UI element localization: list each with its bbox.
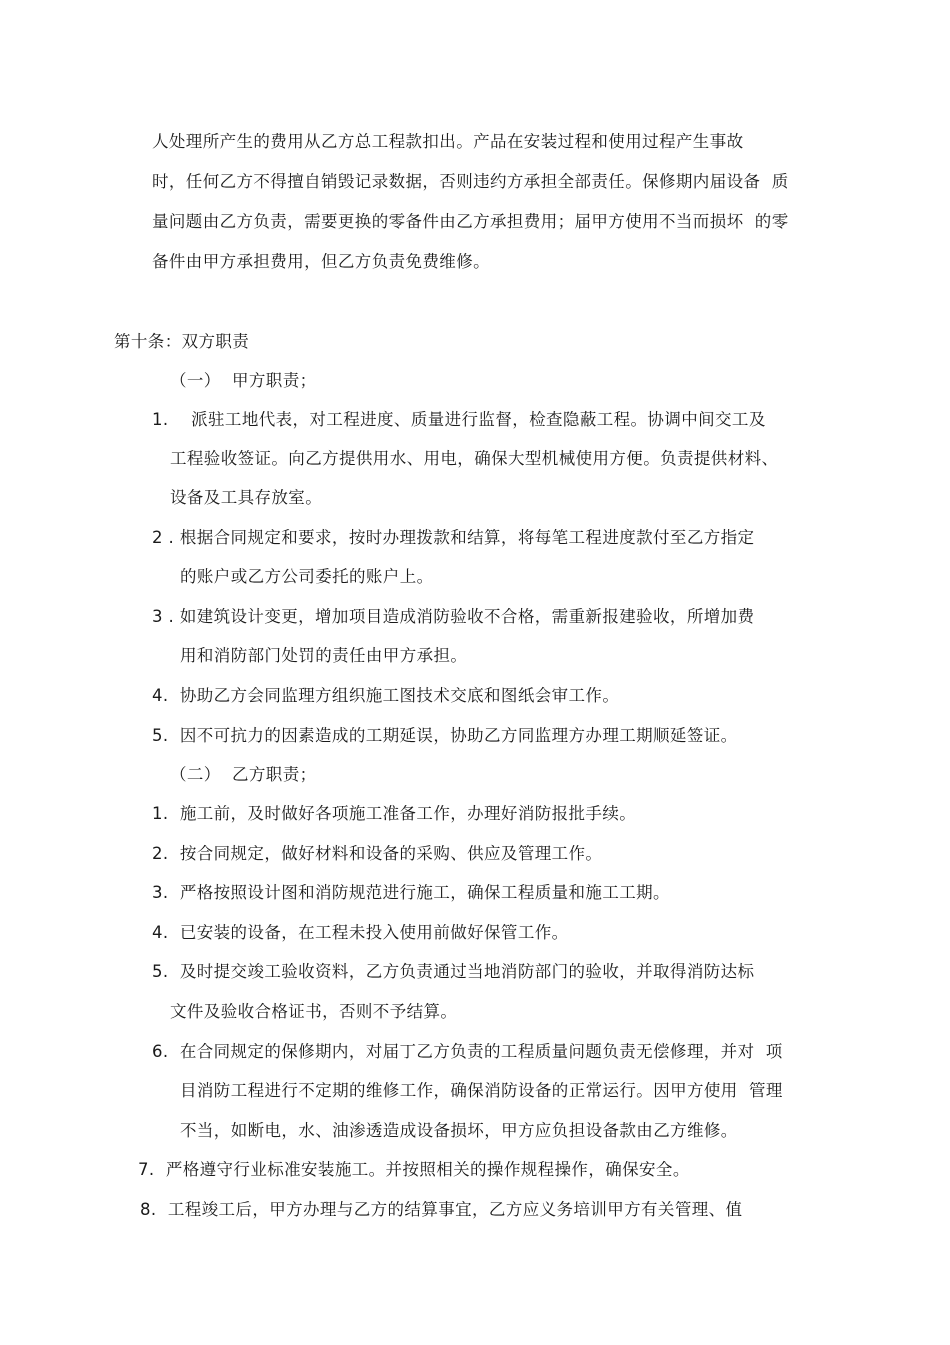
party-b-item-7-line: 7. 严格遵守行业标准安装施工。并按照相关的操作规程操作，确保安全。 bbox=[138, 1160, 690, 1179]
party-b-item-2-line: 2. 按合同规定，做好材料和设备的采购、供应及管理工作。 bbox=[152, 844, 603, 863]
party-a-item-2-line: 2 . 根据合同规定和要求，按时办理拨款和结算，将每笔工程进度款付至乙方指定 bbox=[152, 528, 755, 547]
party-b-item-6-line: 目消防工程进行不定期的维修工作，确保消防设备的正常运行。因甲方使用 管理 bbox=[180, 1081, 783, 1100]
intro-line: 量问题由乙方负责，需要更换的零备件由乙方承担费用；届甲方使用不当而损坏 的零 bbox=[152, 212, 789, 231]
party-b-item-8-line: 8. 工程竣工后，甲方办理与乙方的结算事宜，乙方应义务培训甲方有关管理、值 bbox=[140, 1200, 743, 1219]
party-a-item-3-line: 用和消防部门处罚的责任由甲方承担。 bbox=[180, 646, 468, 665]
party-b-item-5-line: 文件及验收合格证书，否则不予结算。 bbox=[170, 1002, 458, 1021]
party-b-item-1-line: 1. 施工前，及时做好各项施工准备工作，办理好消防报批手续。 bbox=[152, 804, 637, 823]
party-b-item-5-line: 5. 及时提交竣工验收资料，乙方负责通过当地消防部门的验收，并取得消防达标 bbox=[152, 962, 755, 981]
intro-line: 备件由甲方承担费用，但乙方负责免费维修。 bbox=[152, 252, 490, 271]
party-a-heading: （一） 甲方职责； bbox=[170, 371, 317, 390]
party-a-item-1-line: 1. 派驻工地代表，对工程进度、质量进行监督，检查隐蔽工程。协调中间交工及 bbox=[152, 410, 766, 429]
party-a-item-1-line: 工程验收签证。向乙方提供用水、用电，确保大型机械使用方便。负责提供材料、 bbox=[170, 449, 779, 468]
party-a-item-1-line: 设备及工具存放室。 bbox=[170, 488, 323, 507]
party-b-item-3-line: 3. 严格按照设计图和消防规范进行施工，确保工程质量和施工工期。 bbox=[152, 883, 670, 902]
party-b-item-6-line: 6. 在合同规定的保修期内，对届丁乙方负责的工程质量问题负责无偿修理，并对 项 bbox=[152, 1042, 783, 1061]
party-a-item-4-line: 4. 协助乙方会同监理方组织施工图技术交底和图纸会审工作。 bbox=[152, 686, 620, 705]
party-b-item-4-line: 4. 已安装的设备，在工程未投入使用前做好保管工作。 bbox=[152, 923, 569, 942]
article-title: 第十条：双方职责 bbox=[114, 332, 250, 351]
intro-line: 时，任何乙方不得擅自销毁记录数据，否则违约方承担全部责任。保修期内届设备 质 bbox=[152, 172, 789, 191]
party-b-heading: （二） 乙方职责； bbox=[170, 765, 317, 784]
intro-line: 人处理所产生的费用从乙方总工程款扣出。产品在安装过程和使用过程产生事故 bbox=[152, 132, 744, 151]
party-a-item-5-line: 5. 因不可抗力的因素造成的工期延误，协助乙方同监理方办理工期顺延签证。 bbox=[152, 726, 738, 745]
party-a-item-3-line: 3 . 如建筑设计变更，增加项目造成消防验收不合格，需重新报建验收，所增加费 bbox=[152, 607, 755, 626]
party-a-item-2-line: 的账户或乙方公司委托的账户上。 bbox=[180, 567, 434, 586]
party-b-item-6-line: 不当，如断电，水、油渗透造成设备损坏，甲方应负担设备款由乙方维修。 bbox=[180, 1121, 738, 1140]
